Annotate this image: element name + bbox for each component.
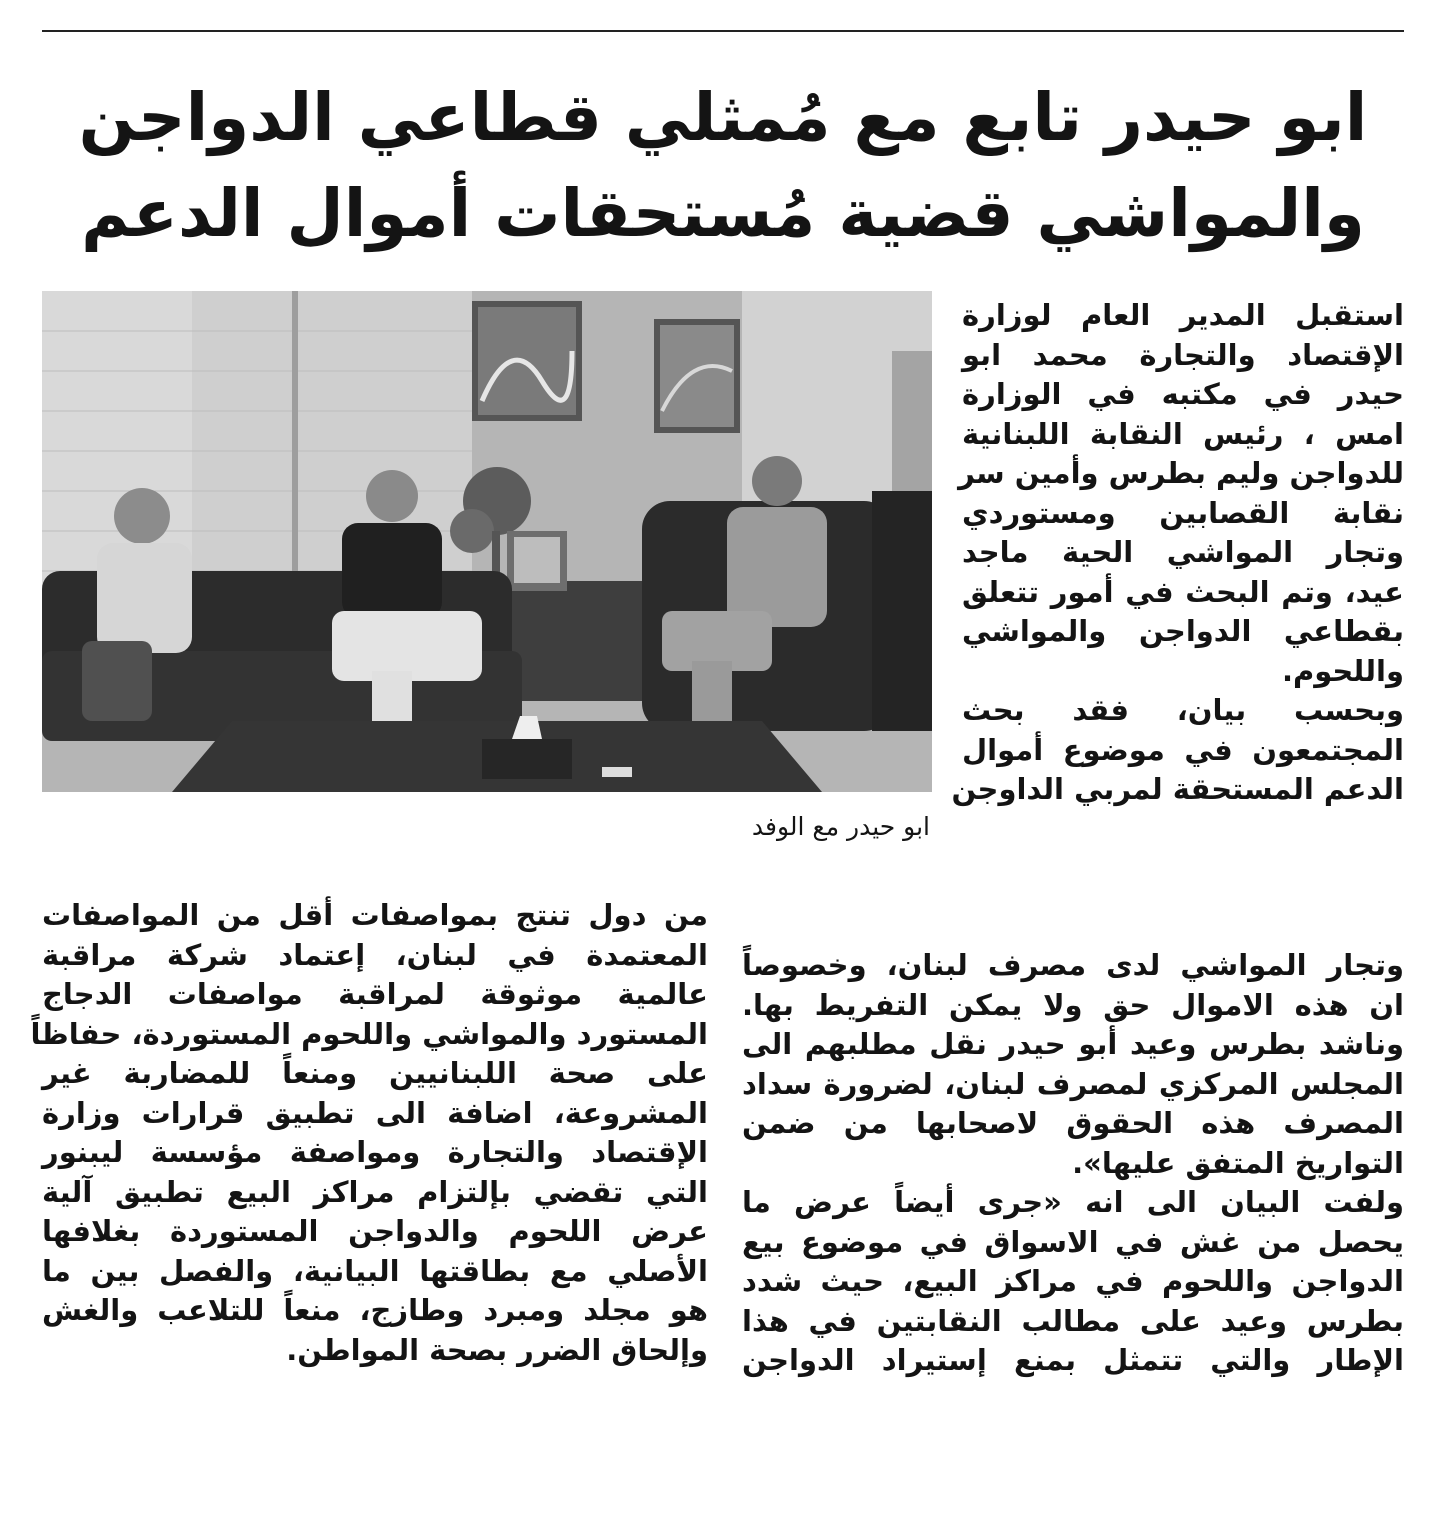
headline-line-1: ابو حيدر تابع مع مُمثلي قطاعي الدواجن: [78, 79, 1368, 156]
text-line: عالمية موثوقة لمراقبة مواصفات الدجاج: [42, 977, 708, 1011]
text-line: وبحسب بيان، فقد بحث: [962, 693, 1404, 727]
text-line: نقابة القصابين ومستوردي: [962, 495, 1404, 530]
headline-line-2: والمواشي قضية مُستحقات أموال الدعم: [81, 175, 1365, 252]
text-line: الأصلي مع بطاقتها البيانية، والفصل بين ما: [42, 1253, 708, 1288]
headline: [50, 70, 1396, 262]
text-line: المجتمعون في موضوع أموال: [962, 732, 1404, 767]
column-right-top: [951, 296, 1404, 810]
text-line: استقبل المدير العام لوزارة: [962, 298, 1404, 332]
text-line: على صحة اللبنانيين ومنعاً للمضاربة غير: [42, 1056, 708, 1090]
text-line: امس ، رئيس النقابة اللبنانية: [962, 416, 1404, 451]
text-line: الدواجن واللحوم في مراكز البيع، حيث شدد: [742, 1264, 1404, 1298]
photo-caption: ابو حيدر مع الوفد: [751, 812, 930, 841]
text-line: المستورد والمواشي واللحوم المستوردة، حفاظاً: [30, 1016, 708, 1051]
text-line: عرض اللحوم والدواجن المستوردة بغلافها: [42, 1214, 708, 1248]
text-line: عيد، وتم البحث في أمور تتعلق: [962, 574, 1404, 609]
text-line: التواريخ المتفق عليها».: [1072, 1145, 1404, 1180]
text-line: المشروعة، اضافة الى تطبيق قرارات وزارة: [42, 1095, 708, 1130]
meeting-photo-icon: [42, 291, 932, 792]
text-line: وتجار المواشي الحية ماجد: [962, 535, 1404, 569]
text-line: للدواجن وليم بطرس وأمين سر: [958, 456, 1404, 490]
text-line: وتجار المواشي لدى مصرف لبنان، وخصوصاً: [742, 948, 1404, 982]
text-line: يحصل من غش في الاسواق في موضوع بيع: [742, 1224, 1404, 1259]
column-right-bottom: [742, 946, 1404, 1381]
meeting-photo: [42, 291, 932, 792]
text-line: الإقتصاد والتجارة محمد ابو: [962, 337, 1404, 372]
text-line: هو مجلد ومبرد وطازج، منعاً للتلاعب والغش: [42, 1293, 708, 1327]
text-line: الدعم المستحقة لمربي الداوجن: [951, 772, 1404, 806]
text-line: ولفت البيان الى انه «جرى أيضاً عرض ما: [742, 1185, 1404, 1219]
text-line: المعتمدة في لبنان، إعتماد شركة مراقبة: [42, 937, 708, 972]
top-rule: [42, 30, 1404, 32]
text-line: وناشد بطرس وعيد أبو حيدر نقل مطلبهم الى: [742, 1027, 1404, 1061]
text-line: المصرف هذه الحقوق لاصحابها من ضمن: [742, 1106, 1404, 1140]
text-line: حيدر في مكتبه في الوزارة: [962, 377, 1404, 411]
text-line: بقطاعي الدواجن والمواشي: [962, 614, 1404, 648]
text-line: وإلحاق الضرر بصحة المواطن.: [286, 1332, 708, 1367]
text-line: ان هذه الاموال حق ولا يمكن التفريط بها.: [742, 987, 1404, 1022]
column-left-bottom: [30, 896, 708, 1370]
text-line: الإطار والتي تتمثل بمنع إستيراد الدواجن: [742, 1343, 1404, 1377]
text-line: من دول تنتج بمواصفات أقل من المواصفات: [42, 898, 708, 932]
text-line: المجلس المركزي لمصرف لبنان، لضرورة سداد: [742, 1066, 1404, 1101]
text-line: بطرس وعيد على مطالب النقابتين في هذا: [742, 1303, 1404, 1338]
text-line: واللحوم.: [1281, 653, 1404, 688]
text-line: التي تقضي بإلتزام مراكز البيع تطبيق آلية: [42, 1174, 708, 1209]
text-line: الإقتصاد والتجارة ومواصفة مؤسسة ليبنور: [42, 1135, 708, 1169]
